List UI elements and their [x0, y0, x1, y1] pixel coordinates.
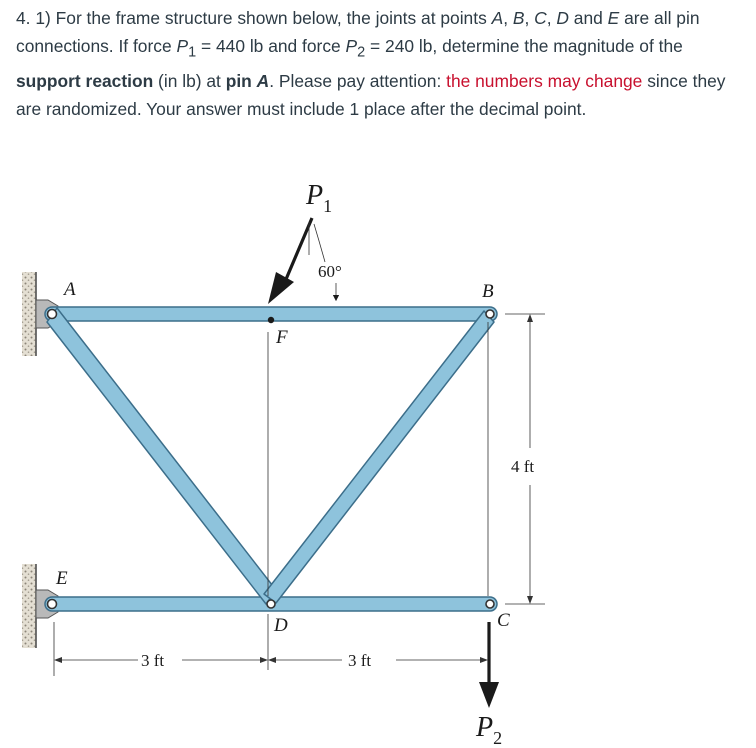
separator: ,	[546, 8, 557, 28]
label-p2: $P_2$	[476, 712, 503, 748]
label-b: B	[482, 281, 494, 302]
point-a-ref: A	[491, 8, 504, 28]
force-p2-subscript: 2	[357, 44, 366, 61]
problem-text: since they are randomized. Your answer must include 1 place after the decimal point.	[16, 71, 726, 120]
pin-a-emphasis: pin A	[225, 71, 270, 92]
force-p1-subscript: 1	[188, 44, 197, 61]
support-reaction-emphasis: support reaction	[16, 71, 154, 92]
problem-text: . Please pay attention:	[269, 71, 447, 92]
label-dim-right: 3 ft	[348, 651, 372, 670]
problem-text: are all pin connections. If force	[16, 8, 700, 57]
angle-arc	[314, 224, 325, 262]
pin-d	[267, 600, 275, 608]
problem-text: = 440 lb and force	[196, 36, 346, 57]
problem-text: and	[568, 8, 608, 28]
pin-a	[48, 310, 57, 319]
point-c-ref: C	[534, 8, 547, 28]
label-d: D	[274, 615, 288, 636]
dim-arrow-right-start	[268, 657, 276, 663]
label-p1: $P_1$	[306, 180, 333, 216]
problem-text: For the frame structure shown below, the joints at points	[50, 8, 492, 28]
member-ad	[47, 308, 276, 604]
point-f-marker	[268, 317, 274, 323]
randomized-warning: the numbers may change	[446, 71, 643, 92]
label-f: F	[276, 327, 288, 348]
force-p1-line	[284, 218, 312, 284]
member-bd	[264, 311, 494, 603]
force-p2-arrowhead	[479, 682, 499, 708]
point-b-ref: B	[512, 8, 525, 28]
label-dim-left: 3 ft	[141, 651, 165, 670]
force-p2-ref: P	[345, 36, 358, 57]
dim-arrow-left-start	[54, 657, 62, 663]
pin-c	[486, 600, 494, 608]
point-e-ref: E	[607, 8, 620, 28]
wall-support-a	[22, 272, 36, 356]
point-d-ref: D	[556, 8, 569, 28]
force-p1-ref: P	[176, 36, 189, 57]
problem-number: 4. 1)	[16, 8, 51, 28]
problem-text: (in lb) at	[153, 71, 226, 92]
label-dim-height: 4 ft	[511, 457, 535, 476]
label-e: E	[56, 568, 68, 589]
separator: ,	[524, 8, 535, 28]
separator: ,	[503, 8, 513, 28]
label-c: C	[497, 610, 510, 631]
pin-e	[48, 600, 57, 609]
dim-arrow-top	[527, 314, 533, 322]
wall-support-e	[22, 564, 36, 648]
problem-text: = 240 lb, determine the magnitude of the	[365, 36, 683, 57]
pin-b	[486, 310, 494, 318]
label-angle: 60°	[318, 262, 342, 281]
dim-arrow-right-end	[480, 657, 488, 663]
force-p1-arrowhead	[268, 272, 294, 304]
label-a: A	[64, 279, 76, 300]
dim-arrow-bottom	[527, 596, 533, 604]
dim-arrow-left-end	[260, 657, 268, 663]
